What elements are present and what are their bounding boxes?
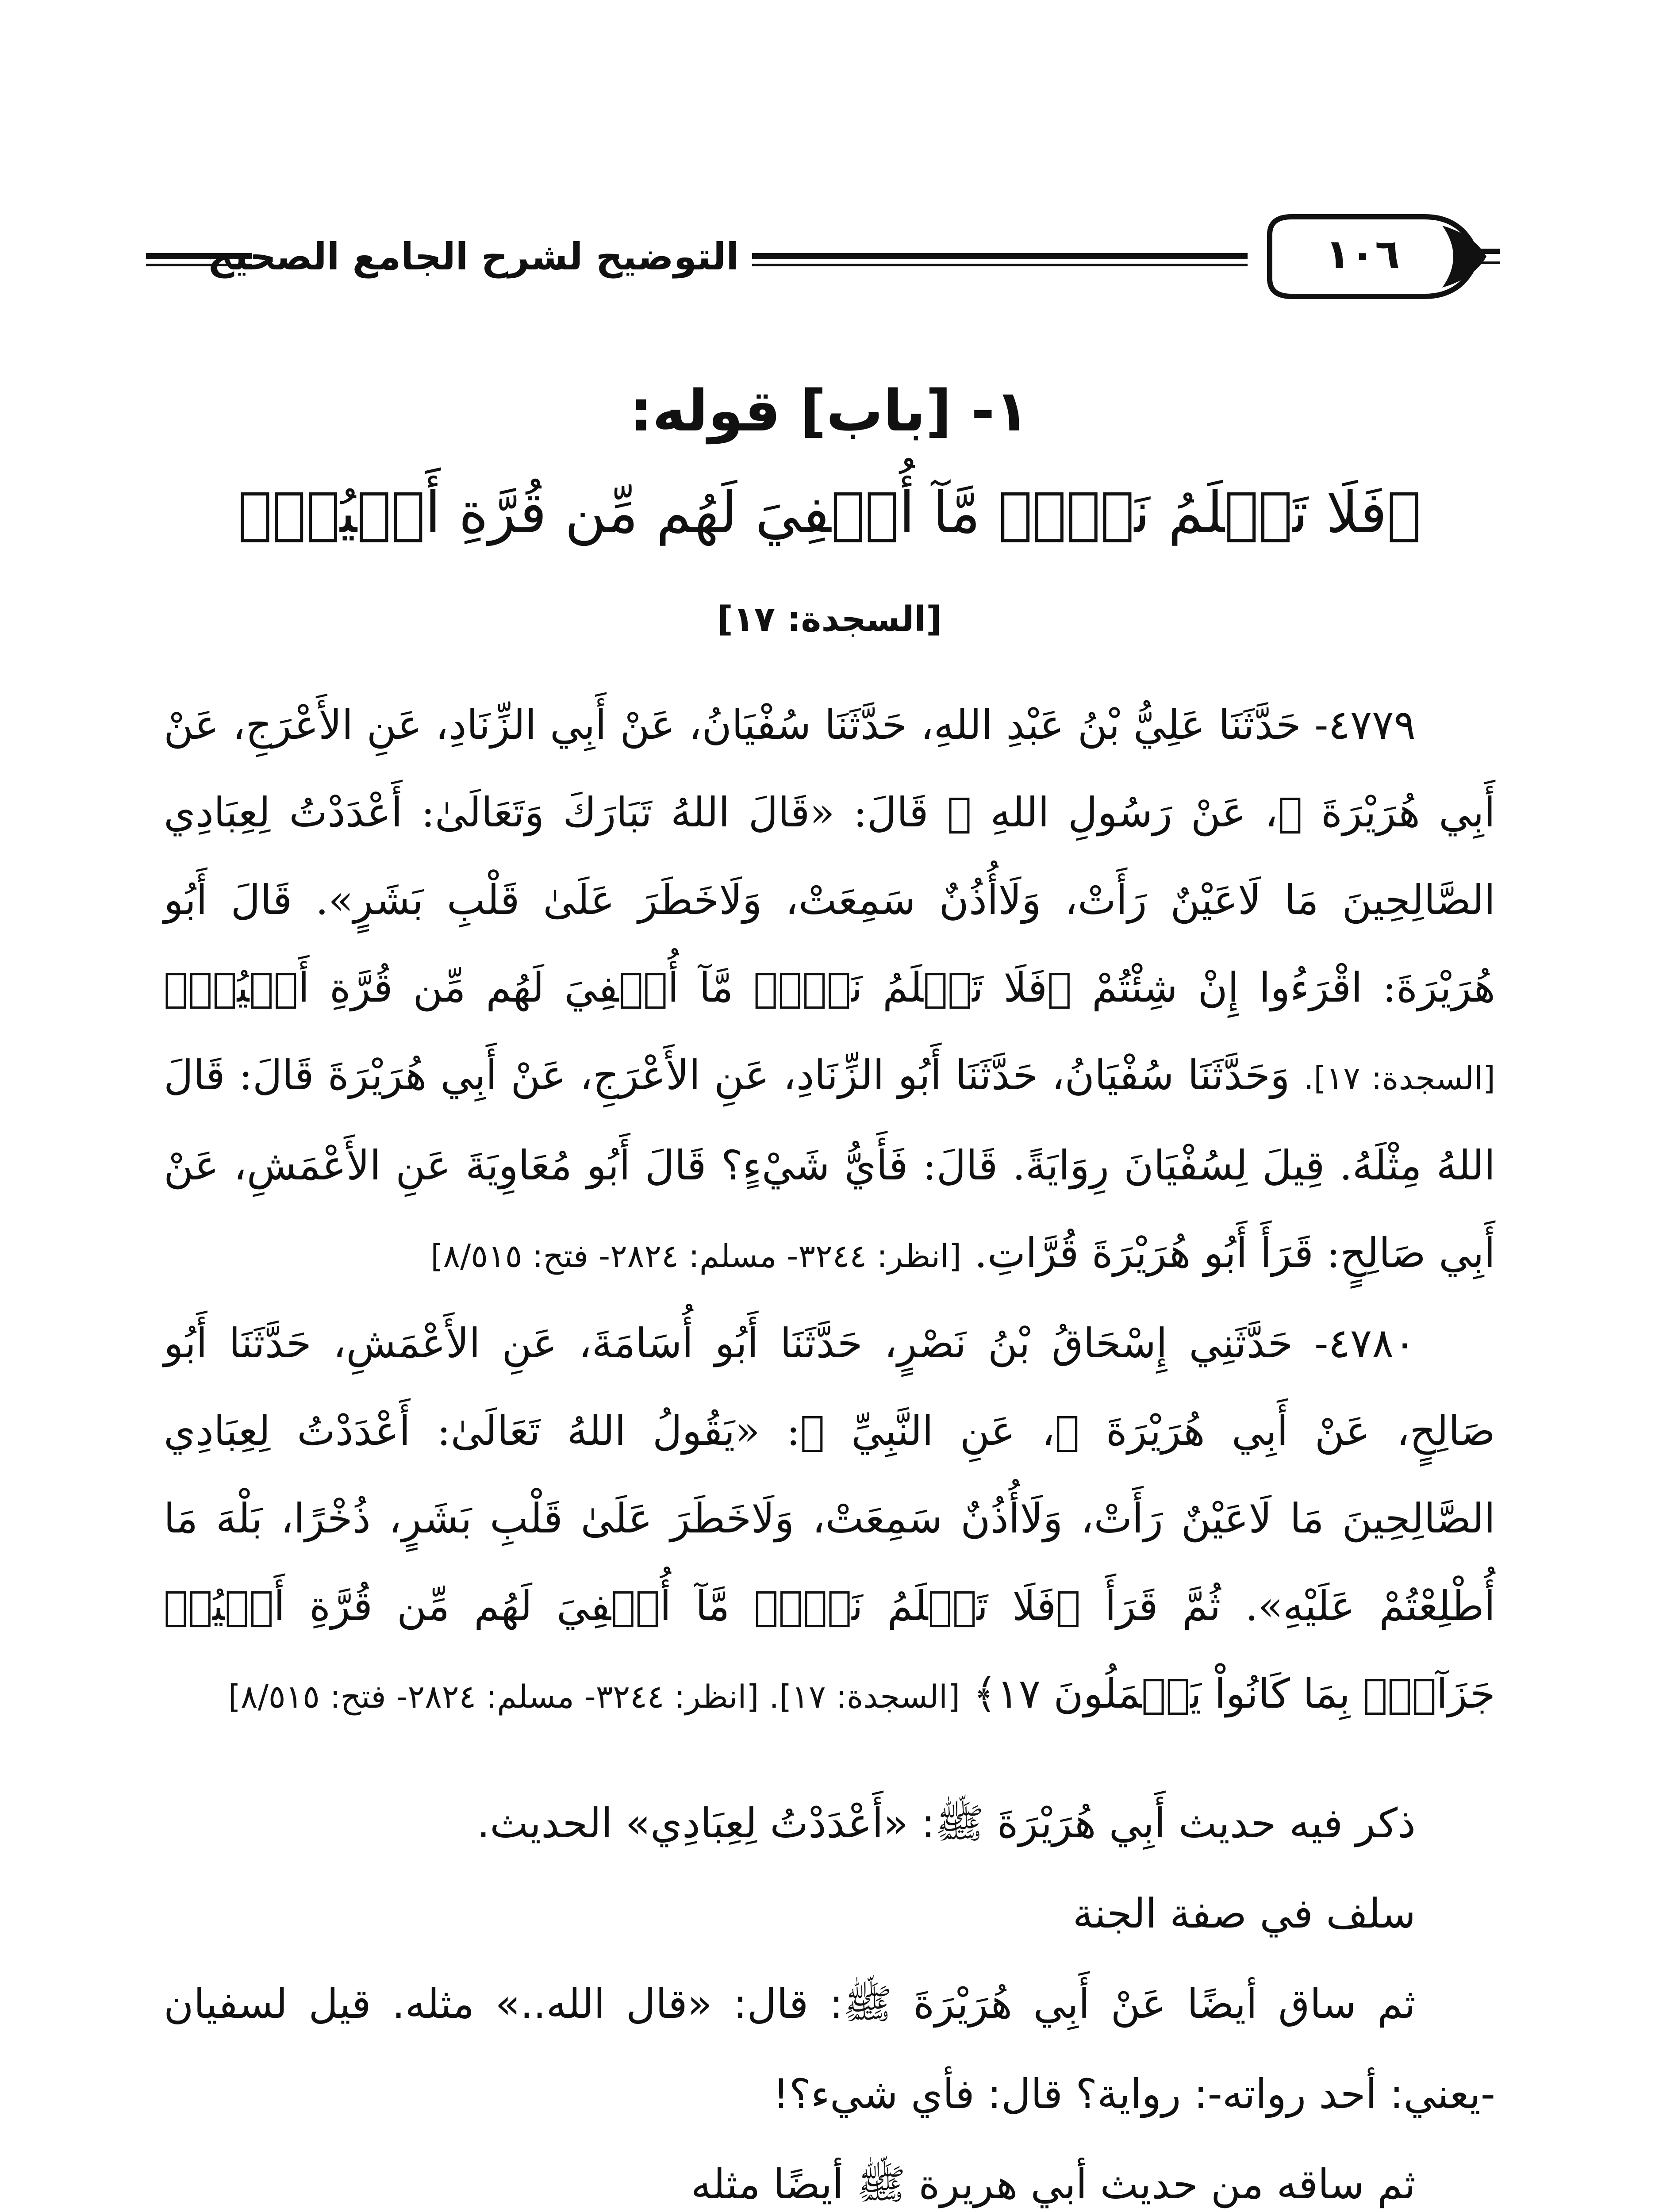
page-number-ornament — [1256, 208, 1500, 305]
hadith-text — [164, 681, 1495, 1740]
page-number: ١٠٦ — [1325, 230, 1400, 278]
chapter-heading: ١- [باب] قوله: — [630, 378, 1029, 444]
commentary — [164, 1778, 1495, 2212]
hadith-4779-paragraph — [164, 681, 1495, 1300]
commentary-line-3: ثم ساق أيضًا عَنْ أَبِي هُرَيْرَةَ ﷺ: قال: «قال الله..» مثله. قيل لسفيان -يعني: أحد رواته-: رواية؟ قال: فأي شيء؟! — [164, 1980, 1495, 2118]
hadith-4779-verse-ref: [السجدة: ١٧]. — [1303, 1060, 1495, 1097]
running-title: التوضيح لشرح الجامع الصحيح — [207, 235, 739, 278]
hadith-4780-cross-ref: [السجدة: ١٧]. [انظر: ٣٢٤٤- مسلم: ٢٨٢٤- فتح: ٨/٥١٥] — [228, 1678, 960, 1715]
commentary-line-2: سلف في صفة الجنة — [1072, 1890, 1416, 1937]
hadith-4780-paragraph — [164, 1300, 1495, 1740]
hadith-4780-text: ٤٧٨٠- حَدَّثَنِي إِسْحَاقُ بْنُ نَصْرٍ، حَدَّثَنَا أَبُو أُسَامَةَ، عَنِ الأَعْمَشِ، حَدَّثَنَا أَبُو صَالِحٍ، عَنْ أَبِي هُرَيْرَةَ ﷺ، عَنِ النَّبِيِّ ﷺ: «يَقُولُ اللهُ تَعَالَىٰ: أَعْدَدْتُ لِعِبَادِي الصَّالِحِينَ مَا لَاعَيْنٌ رَأَتْ، وَلَاأُذُنٌ سَمِعَتْ، وَلَاخَطَرَ عَلَىٰ قَلْبِ بَشَرٍ، ذُخْرًا، بَلْهَ مَا أُطْلِعْتُمْ عَلَيْهِ». ثُمَّ قَرَأَ ﴿فَلَا تَعۡلَمُ نَفۡسٞ مَّآ أُخۡفِيَ لَهُم مِّن قُرَّةِ أَعۡيُنٖ جَزَآءَۢ بِمَا كَانُواْ يَعۡمَلُونَ ١٧﴾ — [164, 1320, 1495, 1717]
quran-verse: ﴿فَلَا تَعۡلَمُ نَفۡسٞ مَّآ أُخۡفِيَ لَهُم مِّن قُرَّةِ أَعۡيُنٖ﴾ — [238, 480, 1421, 546]
hadith-4779-continuation: وَحَدَّثَنَا سُفْيَانُ، حَدَّثَنَا أَبُو الزِّنَادِ، عَنِ الأَعْرَجِ، عَنْ أَبِي هُرَيْرَةَ قَالَ: قَالَ اللهُ مِثْلَهُ. قِيلَ لِسُفْيَانَ رِوَايَةً. قَالَ: فَأَيُّ شَيْءٍ؟ قَالَ أَبُو مُعَاوِيَةَ عَنِ الأَعْمَشِ، عَنْ أَبِي صَالِحٍ: قَرَأَ أَبُو هُرَيْرَةَ قُرَّاتِ. — [164, 1052, 1495, 1277]
commentary-line-1: ذكر فيه حديث أَبِي هُرَيْرَةَ ﷺ: «أَعْدَدْتُ لِعِبَادِي» الحديث. — [476, 1800, 1416, 1847]
hadith-4779-cross-ref: [انظر: ٣٢٤٤- مسلم: ٢٨٢٤- فتح: ٨/٥١٥] — [430, 1237, 962, 1275]
hadith-4779-text: ٤٧٧٩- حَدَّثَنَا عَلِيُّ بْنُ عَبْدِ اللهِ، حَدَّثَنَا سُفْيَانُ، عَنْ أَبِي الزِّنَادِ، عَنِ الأَعْرَجِ، عَنْ أَبِي هُرَيْرَةَ ﷺ، عَنْ رَسُولِ اللهِ ﷺ قَالَ: «قَالَ اللهُ تَبَارَكَ وَتَعَالَىٰ: أَعْدَدْتُ لِعِبَادِي الصَّالِحِينَ مَا لَاعَيْنٌ رَأَتْ، وَلَاأُذُنٌ سَمِعَتْ، وَلَاخَطَرَ عَلَىٰ قَلْبِ بَشَرٍ». قَالَ أَبُو هُرَيْرَةَ: اقْرَءُوا إِنْ شِئْتُمْ ﴿فَلَا تَعۡلَمُ نَفۡسٞ مَّآ أُخۡفِيَ لَهُم مِّن قُرَّةِ أَعۡيُنٖ﴾ — [164, 701, 1495, 1011]
header-rule-middle — [752, 253, 1248, 266]
verse-reference: [السجدة: ١٧] — [717, 599, 942, 639]
page-header — [146, 208, 1500, 305]
commentary-line-4: ثم ساقه من حديث أبي هريرة ﷺ أيضًا مثله — [691, 2161, 1416, 2208]
